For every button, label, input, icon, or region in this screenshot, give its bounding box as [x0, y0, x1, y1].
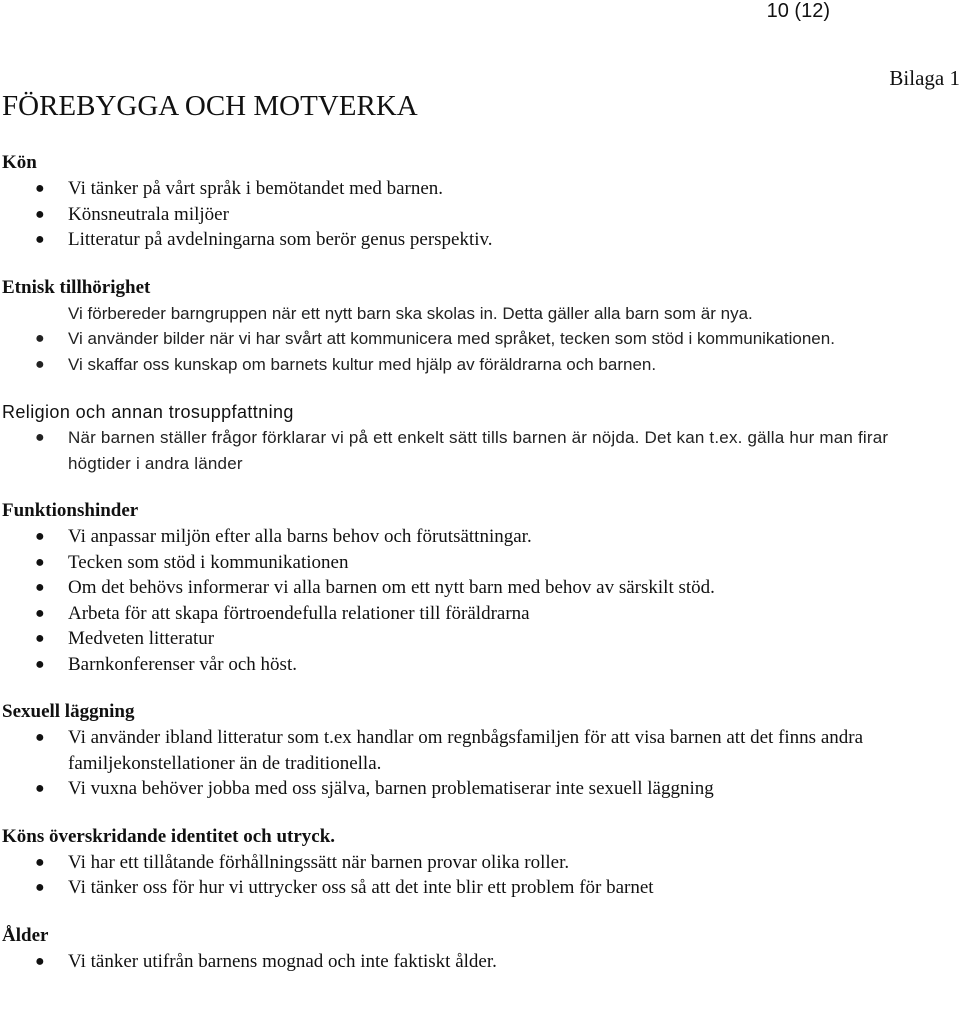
section-heading-funktion: Funktionshinder: [2, 500, 139, 521]
bullet-icon: ●: [35, 330, 45, 347]
section-heading-kon: Kön: [2, 152, 37, 173]
list-item: ● När barnen ställer frågor förklarar vi på ett enkelt sätt tills barnen är nöjda. Det kan t.ex. gälla hur man firar högtider i andra länder: [2, 425, 937, 476]
list-alder: [2, 949, 937, 975]
list-item: ● Arbeta för att skapa förtroendefulla relationer till föräldrarna: [2, 601, 937, 627]
list-kon: [2, 176, 937, 253]
bullet-icon: ●: [35, 604, 45, 622]
section-heading-etnisk: Etnisk tillhörighet: [2, 276, 151, 298]
list-item: ● Vi tänker på vårt språk i bemötandet med barnen.: [2, 176, 937, 202]
list-item: Vi förbereder barngruppen när ett nytt barn ska skolas in. Detta gäller alla barn som är nya.: [68, 303, 753, 323]
document-body: [2, 150, 937, 996]
bullet-icon: ●: [35, 655, 45, 673]
list-item: ● Vi använder ibland litteratur som t.ex handlar om regnbågsfamiljen för att visa barnen att det finns andra familjekonstellationer än de traditionella.: [35, 727, 864, 774]
list-item: ● Medveten litteratur: [2, 626, 937, 652]
list-item: ● Tecken som stöd i kommunikationen: [2, 550, 937, 576]
section-heading-religion: Religion och annan trosuppfattning: [2, 402, 294, 422]
section-funktion: [2, 498, 937, 677]
list-item: ● Vi skaffar oss kunskap om barnets kultur med hjälp av föräldrarna och barnen.: [2, 352, 937, 378]
list-item: ● Barnkonferenser vår och höst.: [2, 652, 937, 678]
list-item: ● Litteratur på avdelningarna som berör genus perspektiv.: [2, 227, 937, 253]
list-item: ● Vi tänker utifrån barnens mognad och inte faktiskt ålder.: [2, 949, 937, 975]
section-heading-alder: Ålder: [2, 924, 49, 946]
bullet-icon: ●: [35, 231, 45, 248]
list-item: ● Om det behövs informerar vi alla barnen om ett nytt barn med behov av särskilt stöd.: [2, 575, 937, 601]
bullet-icon: ●: [35, 528, 45, 545]
bullet-icon: ●: [35, 780, 45, 797]
bullet-icon: ●: [35, 879, 45, 896]
bullet-icon: ●: [35, 630, 45, 647]
section-kon: [2, 150, 937, 253]
bullet-icon: ●: [35, 180, 45, 197]
bullet-icon: ●: [35, 553, 45, 571]
list-funktion: [2, 524, 937, 677]
list-item: ● Vi anpassar miljön efter alla barns behov och förutsättningar.: [2, 524, 937, 550]
list-item: ● Vi använder bilder när vi har svårt att kommunicera med språket, tecken som stöd i kommunikationen.: [2, 326, 937, 352]
list-sexuell: [2, 725, 937, 802]
bullet-icon: ●: [35, 729, 45, 746]
bullet-icon: ●: [35, 205, 45, 223]
appendix-label: Bilaga 1: [889, 66, 960, 90]
list-item: ● Vi tänker oss för hur vi uttrycker oss så att det inte blir ett problem för barnet: [2, 875, 937, 901]
section-alder: [2, 923, 937, 975]
bullet-icon: ●: [35, 429, 45, 446]
document-title: FÖREBYGGA OCH MOTVERKA: [2, 90, 418, 122]
list-item: ● Vi har ett tillåtande förhållningssätt när barnen provar olika roller.: [2, 850, 937, 876]
bullet-icon: ●: [35, 579, 45, 596]
page-number: 10 (12): [766, 0, 830, 22]
list-item: ● Vi vuxna behöver jobba med oss själva, barnen problematiserar inte sexuell läggning: [2, 776, 937, 802]
bullet-icon: ●: [35, 952, 45, 970]
section-etnisk: [2, 275, 937, 378]
list-kons: [2, 850, 937, 901]
section-kons: [2, 824, 937, 901]
section-heading-sexuell: Sexuell läggning: [2, 701, 135, 722]
section-heading-kons: Köns överskridande identitet och utryck.: [2, 825, 336, 847]
bullet-icon: ●: [35, 853, 45, 871]
list-etnisk: [2, 301, 937, 378]
bullet-icon: ●: [35, 355, 45, 373]
list-item: ● Könsneutrala miljöer: [2, 202, 937, 228]
section-religion: [2, 399, 937, 476]
list-religion: [2, 425, 937, 476]
section-sexuell: [2, 699, 937, 802]
